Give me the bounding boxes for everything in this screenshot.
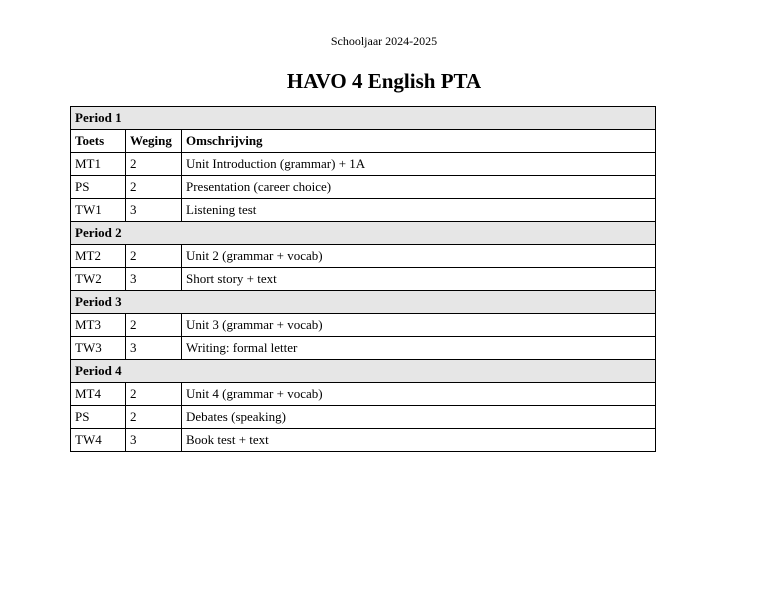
- cell-weging: 2: [126, 383, 182, 406]
- school-year-header: Schooljaar 2024-2025: [330, 34, 438, 48]
- cell-toets: TW1: [71, 199, 126, 222]
- table-row: [71, 383, 656, 406]
- cell-toets: PS: [71, 406, 126, 429]
- cell-omschrijving: Presentation (career choice): [182, 176, 656, 199]
- column-header-row: [71, 130, 656, 153]
- cell-omschrijving: Unit 2 (grammar + vocab): [182, 245, 656, 268]
- table-row: [71, 245, 656, 268]
- cell-toets: TW4: [71, 429, 126, 452]
- period-label: Period 1: [71, 107, 656, 130]
- period-row: [71, 360, 656, 383]
- cell-weging: 2: [126, 176, 182, 199]
- column-header-omschrijving: Omschrijving: [182, 130, 656, 153]
- document-title: HAVO 4 English PTA: [286, 69, 482, 93]
- table-row: [71, 153, 656, 176]
- column-header-toets: Toets: [71, 130, 126, 153]
- pta-table: [70, 106, 656, 452]
- table-row: [71, 337, 656, 360]
- cell-weging: 2: [126, 314, 182, 337]
- cell-weging: 3: [126, 337, 182, 360]
- table-row: [71, 199, 656, 222]
- period-label: Period 2: [71, 222, 656, 245]
- table-row: [71, 268, 656, 291]
- cell-toets: MT3: [71, 314, 126, 337]
- cell-omschrijving: Unit 3 (grammar + vocab): [182, 314, 656, 337]
- period-label: Period 4: [71, 360, 656, 383]
- cell-toets: TW2: [71, 268, 126, 291]
- cell-toets: MT2: [71, 245, 126, 268]
- cell-omschrijving: Listening test: [182, 199, 656, 222]
- cell-toets: MT1: [71, 153, 126, 176]
- period-row: [71, 291, 656, 314]
- period-row: [71, 222, 656, 245]
- table-row: [71, 176, 656, 199]
- table-row: [71, 314, 656, 337]
- table-row: [71, 406, 656, 429]
- column-header-weging: Weging: [126, 130, 182, 153]
- cell-omschrijving: Writing: formal letter: [182, 337, 656, 360]
- table-row: [71, 429, 656, 452]
- period-row: [71, 107, 656, 130]
- cell-toets: TW3: [71, 337, 126, 360]
- cell-weging: 3: [126, 268, 182, 291]
- cell-weging: 3: [126, 429, 182, 452]
- cell-weging: 2: [126, 245, 182, 268]
- cell-weging: 3: [126, 199, 182, 222]
- cell-omschrijving: Debates (speaking): [182, 406, 656, 429]
- cell-toets: MT4: [71, 383, 126, 406]
- cell-omschrijving: Unit 4 (grammar + vocab): [182, 383, 656, 406]
- cell-omschrijving: Short story + text: [182, 268, 656, 291]
- cell-omschrijving: Book test + text: [182, 429, 656, 452]
- cell-omschrijving: Unit Introduction (grammar) + 1A: [182, 153, 656, 176]
- cell-weging: 2: [126, 406, 182, 429]
- cell-toets: PS: [71, 176, 126, 199]
- cell-weging: 2: [126, 153, 182, 176]
- period-label: Period 3: [71, 291, 656, 314]
